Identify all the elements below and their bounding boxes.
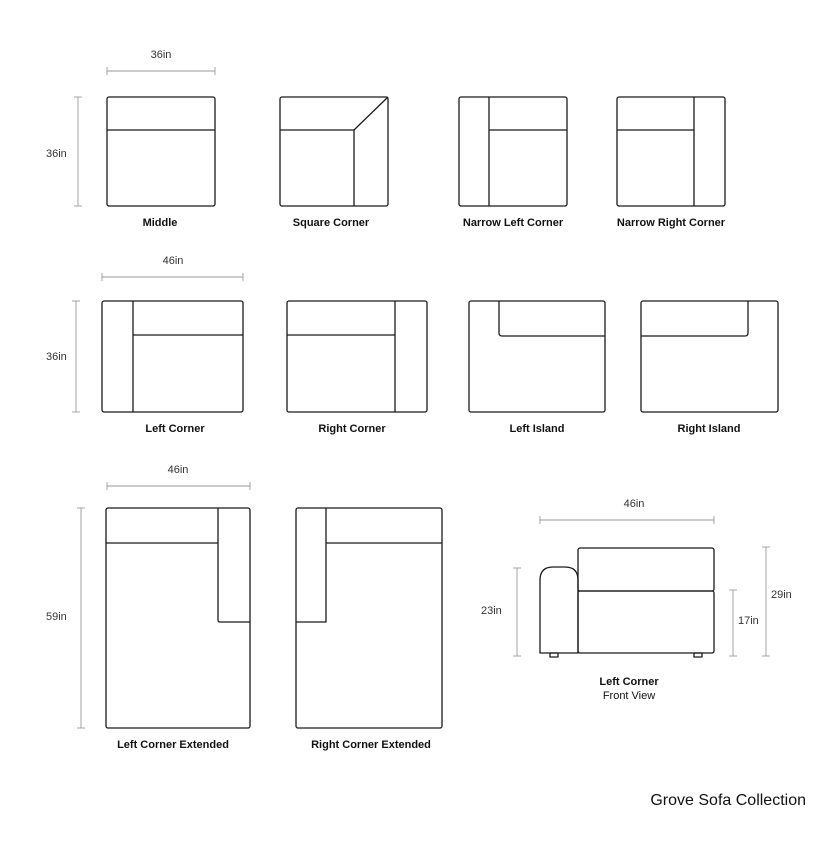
module-right-corner-extended [296,508,442,751]
module-narrow-left-corner [459,97,567,229]
dim-width-label: 46in [167,464,189,476]
dim-width-label: 46in [162,255,184,267]
module-right-corner [287,301,427,435]
module-label: Narrow Left Corner [462,217,564,229]
dim-width-label: 36in [150,49,172,61]
dim-width-row1 [107,49,215,75]
module-sublabel: Front View [602,690,656,702]
dim-width-label: 46in [623,498,645,510]
module-right-island [641,301,778,435]
module-label: Left Corner Extended [117,739,229,751]
module-left-island [469,301,605,435]
dim-height-label: 17in [738,615,759,627]
module-label: Left Island [509,423,565,435]
dim-height-front-17 [729,590,759,656]
module-label: Right Corner Extended [311,739,431,751]
dim-width-front-view [540,498,714,524]
module-narrow-right-corner [617,97,726,229]
module-square-corner [280,97,388,229]
module-label: Right Corner [318,423,386,435]
dim-height-label: 23in [481,605,502,617]
dim-width-row2 [102,255,243,281]
dim-height-label: 36in [46,148,67,160]
module-left-corner-extended [106,508,250,751]
module-middle [107,97,215,229]
dim-height-label: 59in [46,611,67,623]
module-label: Narrow Right Corner [616,217,726,229]
module-label: Middle [142,217,178,229]
module-label: Left Corner [599,676,659,688]
dim-height-label: 36in [46,351,67,363]
module-left-corner [102,301,243,435]
dim-height-front-23 [481,568,521,656]
dim-width-row3 [107,464,250,490]
module-label: Right Island [677,423,741,435]
module-label: Left Corner [145,423,205,435]
collection-title: Grove Sofa Collection [650,792,806,809]
dim-height-row3 [46,508,85,728]
module-left-corner-front-view [540,548,714,702]
module-label: Square Corner [292,217,370,229]
dim-height-row1 [46,97,82,206]
dim-height-front-29 [762,547,792,656]
dim-height-row2 [46,301,80,412]
dim-height-label: 29in [771,589,792,601]
